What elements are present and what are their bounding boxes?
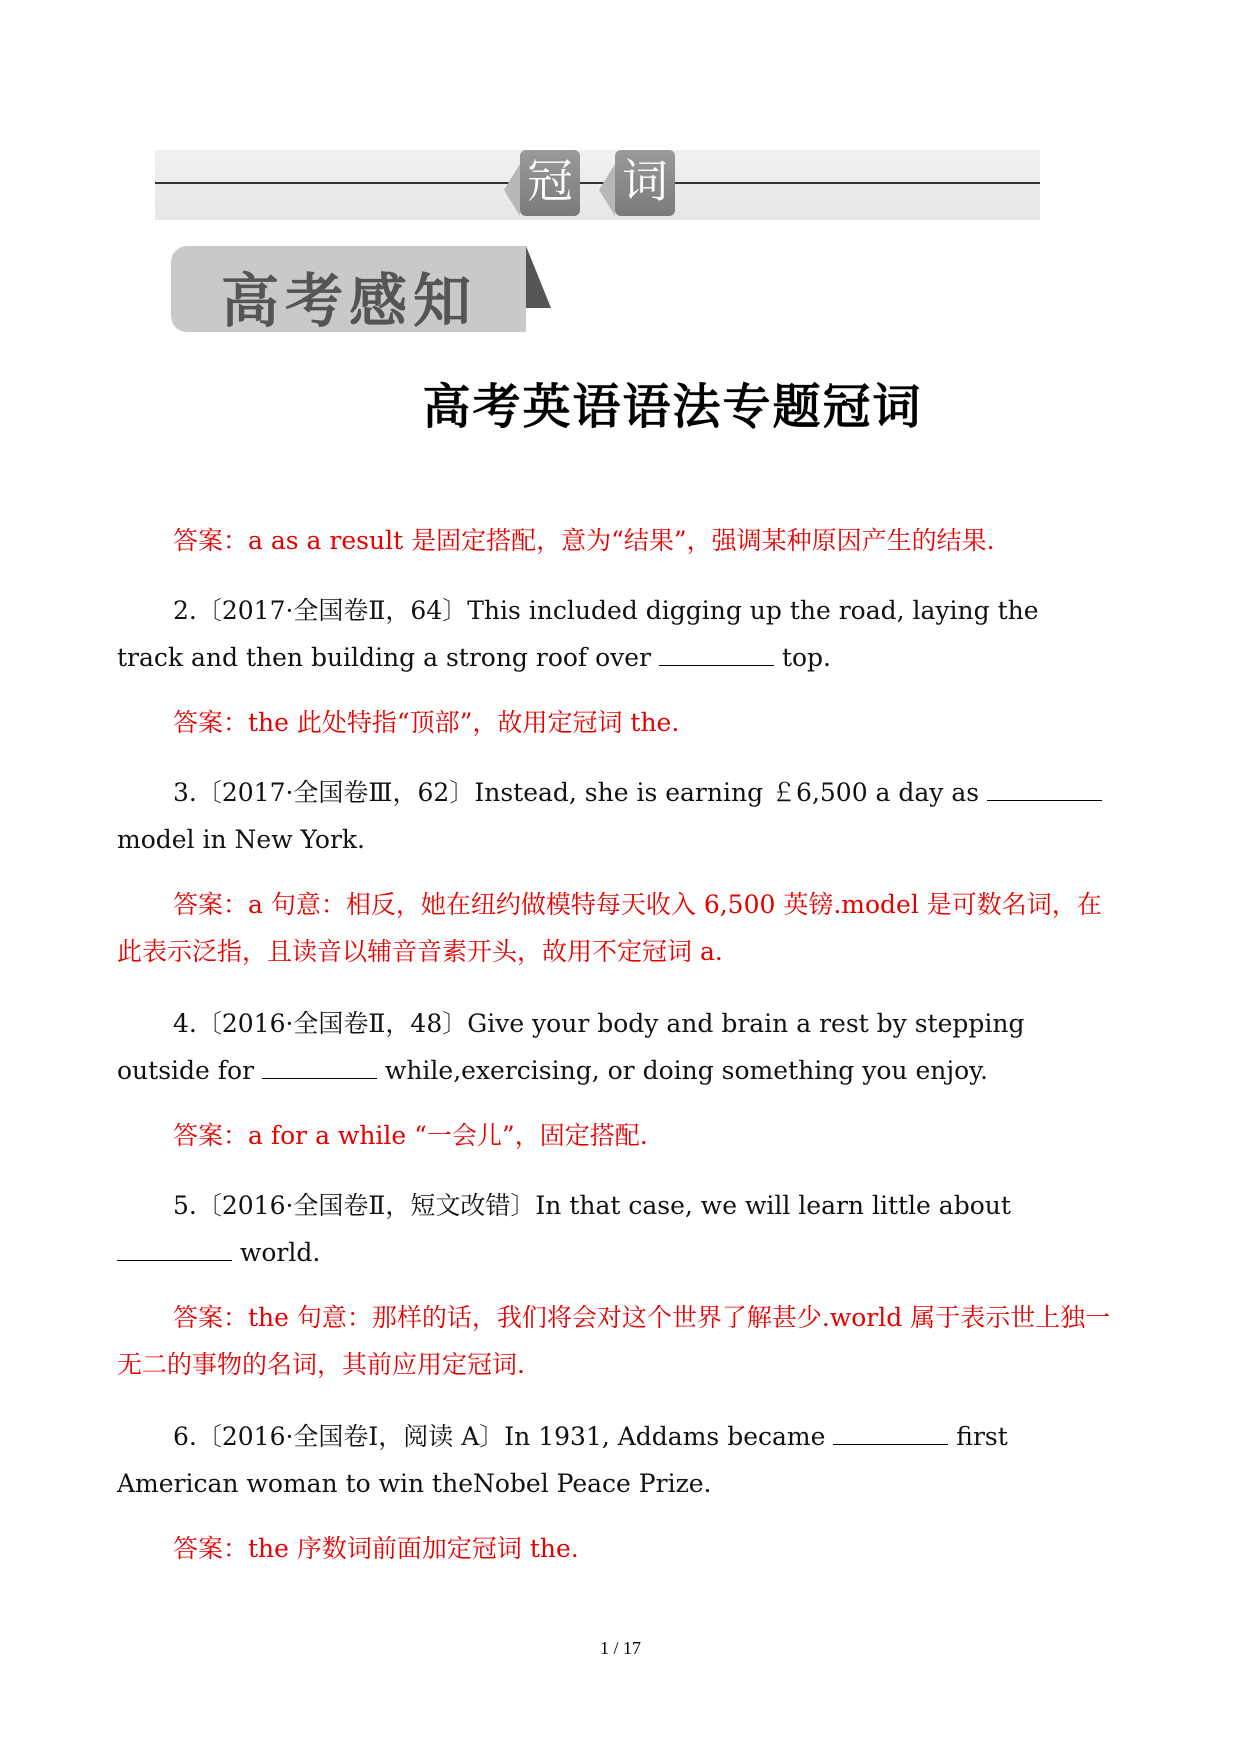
answer-text: a for a while “一会儿”，固定搭配. — [248, 1121, 648, 1150]
answer-6 — [117, 1525, 1112, 1572]
page-number: 1 / 17 — [599, 1638, 641, 1658]
answer-text: a as a result 是固定搭配，意为“结果”，强调某种原因产生的结果. — [248, 526, 995, 555]
question-text: 6.〔2016·全国卷Ⅰ，阅读 A〕In 1931, Addams became — [173, 1422, 834, 1451]
answer-blank — [833, 1420, 948, 1445]
question-text: 2.〔2017·全国卷Ⅱ，64〕This included digging up the road, laying the track and then building a strong roof over — [117, 596, 1039, 672]
question-6 — [117, 1413, 1112, 1507]
question-4 — [117, 1000, 1112, 1094]
answer-blank — [262, 1054, 377, 1079]
answer-label: 答案： — [173, 1303, 249, 1332]
answer-text: a 句意：相反，她在纽约做模特每天收入 6,500 英镑.model 是可数名词，在此表示泛指，且读音以辅音音素开头，故用不定冠词 a. — [117, 890, 1102, 966]
answer-label: 答案： — [173, 526, 249, 555]
answer-5 — [117, 1294, 1112, 1388]
answer-text: the 此处特指“顶部”，故用定冠词 the. — [248, 708, 680, 737]
answer-label: 答案： — [173, 1534, 249, 1563]
answer-3 — [117, 881, 1112, 975]
banner-tab-1: 冠 — [520, 150, 580, 216]
answer-1 — [117, 517, 1112, 564]
answer-label: 答案： — [173, 890, 249, 919]
question-text-end: while,exercising, or doing something you enjoy. — [376, 1056, 988, 1085]
page-title-text: 高考英语语法专题冠词 — [422, 379, 923, 435]
question-text: 4.〔2016·全国卷Ⅱ，48〕Give your body and brain a rest by stepping outside for — [117, 1009, 1025, 1085]
answer-2 — [117, 699, 1112, 746]
answer-blank — [117, 1236, 232, 1261]
answer-text: the 序数词前面加定冠词 the. — [248, 1534, 579, 1563]
section-label-text: 高考感知 — [221, 267, 478, 335]
banner-tab-2: 词 — [615, 150, 675, 216]
question-5 — [117, 1182, 1112, 1276]
answer-blank — [659, 641, 774, 666]
answer-4 — [117, 1112, 1112, 1159]
question-text: 5.〔2016·全国卷Ⅱ，短文改错〕In that case, we will learn little about — [173, 1191, 1011, 1220]
question-3 — [117, 769, 1112, 863]
answer-label: 答案： — [173, 708, 249, 737]
question-text: 3.〔2017·全国卷Ⅲ，62〕Instead, she is earning ￡6,500 a day as — [173, 778, 988, 807]
page-title — [0, 368, 1241, 437]
section-label — [171, 246, 526, 335]
question-text-end: first American woman to win theNobel Peace Prize. — [117, 1422, 1008, 1498]
question-text-end: top. — [774, 643, 831, 672]
answer-text: the 句意：那样的话，我们将会对这个世界了解甚少.world 属于表示世上独一无二的事物的名词，其前应用定冠词. — [117, 1303, 1111, 1379]
chapter-banner — [155, 150, 1040, 220]
question-2 — [117, 587, 1112, 681]
question-text-end: model in New York. — [117, 825, 365, 854]
banner-background — [155, 150, 1040, 220]
section-label-wedge — [526, 246, 551, 308]
question-text-end: world. — [232, 1238, 321, 1267]
answer-label: 答案： — [173, 1121, 249, 1150]
answer-blank — [987, 776, 1102, 801]
banner-rule — [155, 182, 1040, 184]
